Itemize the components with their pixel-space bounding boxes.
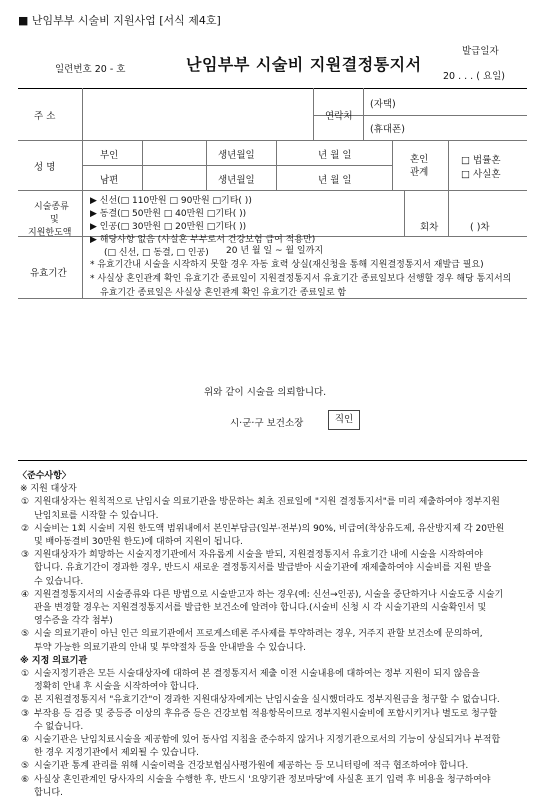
item-text-line: 수 없습니다.: [34, 721, 84, 732]
wife-birth-date: 년 월 일: [318, 150, 352, 161]
frozen-embryo-option[interactable]: ▶ 동결(□ 50만원 □ 40만원 □기타( )): [90, 209, 247, 219]
validity-note: * 유효기간내 시술을 시작하지 못할 경우 자동 효력 상실(재신청을 통해 지원결정통지서 재발급 필요): [90, 260, 484, 270]
legal-marriage-checkbox[interactable]: □ 법률혼: [461, 155, 501, 166]
rounds-value: ( )차: [470, 222, 490, 233]
list-item: [18, 496, 528, 522]
item-text-line: 사실상 혼인관계인 당사자의 시술을 수행한 후, 반드시 '요양기관 정보마당'에 사실혼 표기 입력 후 비용을 청구하여야: [34, 774, 491, 785]
wife-birth-label: 생년월일: [218, 150, 255, 161]
column-divider: [313, 88, 314, 140]
item-number: ④: [21, 589, 30, 600]
list-item: [18, 774, 528, 800]
item-text-line: 및 배아동결비 30만원 한도)에 대하여 지원이 됩니다.: [34, 537, 243, 548]
procedure-type-label: 지원한도액: [28, 228, 72, 238]
label-column-divider: [82, 88, 83, 298]
validity-label: 유효기간: [30, 268, 67, 279]
husband-label: 남편: [100, 175, 119, 186]
section-support-recipients: ※ 지원 대상자: [20, 484, 77, 495]
name-row-divider: [82, 165, 392, 166]
item-number: ⑥: [21, 774, 30, 785]
authority-name: 시·군·구 보건소장: [230, 418, 304, 429]
not-applicable-option[interactable]: ▶ 해당사항 없음 (사실혼 부부로서 건강보험 급여 적용만): [90, 235, 316, 245]
item-text-line: 한 경우 지정기관에서 제외될 수 있습니다.: [34, 748, 199, 759]
row-divider: [18, 298, 527, 299]
list-item: [18, 589, 528, 629]
validity-note: * 사실상 혼인관계 확인 유효기간 종료일이 지원결정통지서 유효기간 종료일보다 선행할 경우 해당 통지서의: [90, 274, 512, 284]
procedure-type-label: 및: [50, 215, 59, 225]
validity-note: 유효기간 종료일은 사실상 혼인관계 확인 유효기간 종료일로 함: [100, 288, 347, 298]
validity-period: 20 년 월 일 ~ 월 일까지: [226, 246, 324, 256]
contact-label: 연락처: [325, 111, 353, 122]
decision-text: 위와 같이 시술을 의뢰합니다.: [204, 387, 327, 398]
list-item: [18, 549, 528, 589]
issue-date-label: 발급일자: [462, 46, 499, 57]
column-divider: [448, 190, 449, 236]
list-item: [18, 708, 528, 734]
item-text-line: 시술지정기관은 모든 시술대상자에 대하여 본 결정통지서 제출 이전 시술내용에 대하여는 정부 지원이 되지 않음을: [34, 669, 480, 680]
column-divider: [206, 140, 207, 190]
name-label: 성 명: [34, 162, 56, 173]
item-number: ②: [21, 523, 30, 534]
mobile-phone-label: (휴대폰): [370, 124, 405, 135]
item-text-line: 시술비는 1회 시술비 지원 한도액 범위내에서 본인부담금(일부·전부)의 90%, 비급여(착상유도제, 유산방지제 각 20만원: [34, 523, 505, 534]
address-label: 주 소: [34, 111, 56, 122]
item-text-line: 시술기관 통계 관리를 위해 시술이력을 건강보험심사평가원에 제공하는 등 모니터링에 적극 협조하여야 합니다.: [34, 761, 469, 772]
item-number: ③: [21, 550, 30, 561]
compliance-notes: [18, 470, 528, 800]
item-text-line: 난임치료를 시작할 수 있습니다.: [34, 510, 159, 521]
serial-number: 일련번호 20 - 호: [55, 64, 126, 75]
marriage-label: 혼인: [410, 154, 429, 165]
not-applicable-sub-options[interactable]: (□ 신선, □ 동결, □ 인공): [104, 248, 209, 258]
list-item: [18, 760, 528, 773]
item-text-line: 시술 의료기관이 아닌 인근 의료기관에서 프로게스테론 주사제를 투약하려는 경우, 거주지 관할 보건소에 문의하여,: [34, 629, 483, 640]
notes-title: 〈준수사항〉: [18, 471, 71, 481]
de-facto-marriage-checkbox[interactable]: □ 사실혼: [461, 169, 501, 180]
column-divider: [142, 140, 143, 190]
list-item: [18, 694, 528, 707]
column-divider: [392, 140, 393, 190]
list-item: [18, 628, 528, 654]
institution-list: [18, 668, 528, 800]
artificial-insemination-option[interactable]: ▶ 인공(□ 30만원 □ 20만원 □기타( )): [90, 222, 247, 232]
issue-date: 20 . . . ( 요일): [443, 71, 506, 82]
item-text-line: 부작용 등 검증 및 중등증 이상의 후유증 등은 건강보험 적용항목이므로 정부지원시술비에 포함시키거나 별도로 청구할: [34, 708, 498, 719]
column-divider: [363, 88, 364, 140]
fresh-embryo-option[interactable]: ▶ 신선(□ 110만원 □ 90만원 □기타( )): [90, 196, 252, 206]
item-number: ⑤: [21, 629, 30, 640]
official-seal: 직인: [328, 410, 360, 430]
item-text-line: 지원결정통지서의 시술종류와 다른 방법으로 시술받고자 하는 경우(예: 신선→인공), 시술을 중단하거나 시술도중 시술기: [34, 589, 504, 600]
column-divider: [276, 140, 277, 190]
item-text-line: 투약 가능한 의료기관의 안내 및 투약절차 등을 안내받을 수 있습니다.: [34, 642, 307, 653]
support-recipient-list: [18, 496, 528, 654]
husband-birth-date: 년 월 일: [318, 175, 352, 186]
item-number: ①: [21, 669, 30, 680]
item-text-line: 정확히 안내 후 시술을 시작하여야 합니다.: [34, 682, 199, 693]
item-text-line: 시술기관은 난임치료시술을 제공함에 있어 동사업 지침을 준수하지 않거나 지정기관으로서의 기능이 상실되거나 부적합: [34, 735, 501, 746]
list-item: [18, 668, 528, 694]
item-number: ①: [21, 497, 30, 508]
item-text-line: 본 지원결정통지서 "유효기간"이 경과한 지원대상자에게는 난임시술을 실시했더라도 정부지원금을 청구할 수 없습니다.: [34, 695, 500, 706]
list-item: [18, 734, 528, 760]
rounds-label: 회차: [420, 222, 439, 233]
wife-label: 부인: [100, 150, 119, 161]
row-divider: [18, 140, 527, 141]
item-text-line: 영수증을 각각 첨부): [34, 616, 113, 627]
husband-birth-label: 생년월일: [218, 175, 255, 186]
item-number: ④: [21, 735, 30, 746]
item-text-line: 지원대상자는 원칙적으로 난임시술 의료기관을 방문하는 최초 진료일에 "지원 결정통지서"를 미리 제출하여야 정부지원: [34, 497, 500, 508]
marriage-label: 관계: [410, 167, 429, 178]
item-text-line: 관을 변경할 경우는 지원결정통지서를 발급한 보건소에 알려야 합니다.(시술비 신청 시 각 시술기관의 시술확인서 및: [34, 603, 487, 614]
home-phone-label: (자택): [370, 99, 396, 110]
item-number: ③: [21, 708, 30, 719]
page-title: 난임부부 시술비 지원결정통지서: [186, 55, 422, 74]
item-text-line: 합니다.: [34, 787, 63, 798]
form-number-header: ■ 난임부부 시술비 지원사업 [서식 제4호]: [18, 14, 221, 27]
column-divider: [448, 140, 449, 190]
procedure-type-label: 시술종류: [34, 202, 69, 212]
list-item: [18, 523, 528, 549]
column-divider: [404, 190, 405, 236]
item-number: ⑤: [21, 761, 30, 772]
item-number: ②: [21, 695, 30, 706]
row-divider: [18, 190, 527, 191]
item-text-line: 합니다. 유효기간이 경과한 경우, 반드시 새로운 결정통지서를 발급받아 시술기관에 재제출하여야 시술비를 지원 받을: [34, 563, 492, 574]
item-text-line: 수 있습니다.: [34, 576, 84, 587]
section-designated-institutions: ※ 지정 의료기관: [20, 655, 88, 666]
item-text-line: 지원대상자가 희망하는 시술지정기관에서 자유롭게 시술을 받되, 지원결정통지서 유효기간 내에 시술을 시작하여야: [34, 550, 483, 561]
